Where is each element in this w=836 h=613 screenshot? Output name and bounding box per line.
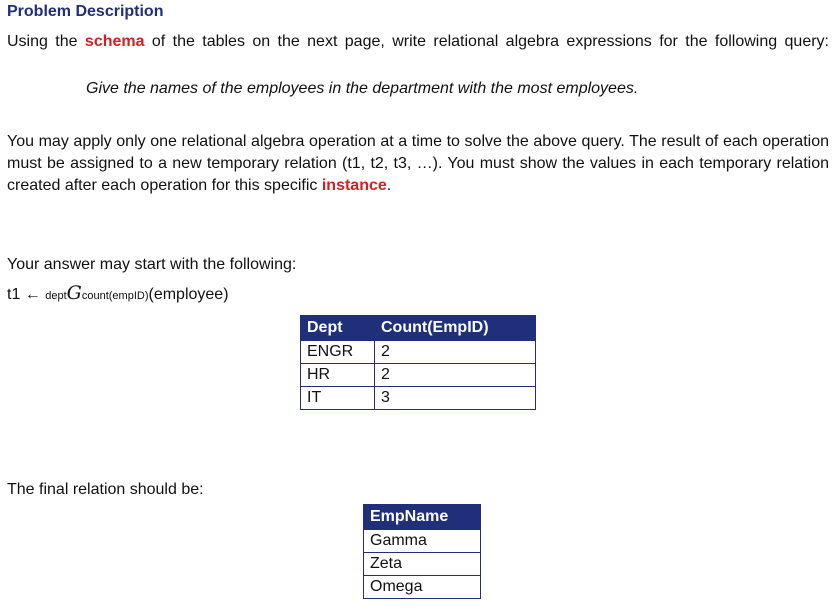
aggregate-function: count(empID) xyxy=(81,290,149,302)
instructions-paragraph xyxy=(7,131,829,197)
cell-dept: IT xyxy=(301,387,375,410)
table-row xyxy=(301,341,536,364)
query-text: Give the names of the employees in the department with the most employees. xyxy=(86,80,639,97)
group-attribute: dept xyxy=(45,290,67,302)
header-empname: EmpName xyxy=(364,505,481,530)
final-relation-table xyxy=(363,504,481,599)
table-row xyxy=(364,553,481,576)
table-row xyxy=(301,387,536,410)
instructions-text-2: . xyxy=(386,177,392,194)
expression-relation: (employee) xyxy=(148,286,229,303)
cell-empname: Zeta xyxy=(364,553,481,576)
aggregate-operator: G xyxy=(66,282,82,304)
schema-link[interactable]: schema xyxy=(84,33,145,50)
header-count: Count(EmpID) xyxy=(375,316,536,341)
expression-target: t1 xyxy=(7,286,21,303)
intro-paragraph xyxy=(7,31,829,75)
cell-count: 2 xyxy=(375,364,536,387)
table-row xyxy=(301,364,536,387)
arrow-icon: ← xyxy=(24,286,41,303)
temp-relation-table xyxy=(300,315,536,410)
table-row xyxy=(364,576,481,599)
final-text: The final relation should be: xyxy=(7,481,204,498)
intro-text-1: Using the xyxy=(7,33,85,50)
heading: Problem Description xyxy=(7,3,164,20)
cell-count: 3 xyxy=(375,387,536,410)
table-row xyxy=(364,530,481,553)
instructions-text-1: You may apply only one relational algebra operation at a time to solve the above query. The result of each operation must be assigned to a new temporary relation (t1, t2, t3, …). You must show the values in each temporary relation created after each operation for this specific xyxy=(7,133,829,194)
cell-count: 2 xyxy=(375,341,536,364)
table-header-row xyxy=(301,316,536,341)
intro-text-2: of the tables on the next page, write relational algebra expressions for the following query: xyxy=(144,33,829,50)
cell-dept: ENGR xyxy=(301,341,375,364)
start-text: Your answer may start with the following: xyxy=(7,256,297,273)
table-header-row xyxy=(364,505,481,530)
header-dept: Dept xyxy=(301,316,375,341)
cell-empname: Omega xyxy=(364,576,481,599)
expression xyxy=(7,282,229,304)
instance-link[interactable]: instance xyxy=(321,177,387,194)
cell-dept: HR xyxy=(301,364,375,387)
cell-empname: Gamma xyxy=(364,530,481,553)
